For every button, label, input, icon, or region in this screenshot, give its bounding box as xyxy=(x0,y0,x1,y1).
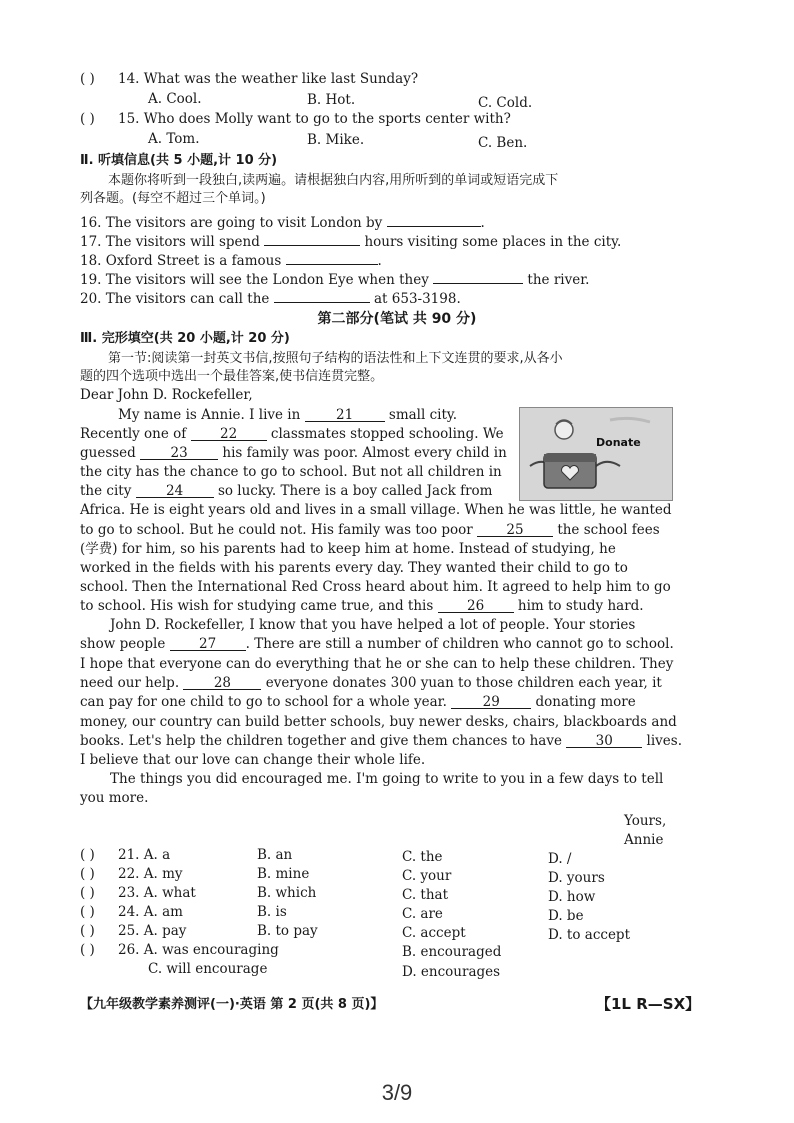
letter-line: you more. xyxy=(80,790,149,806)
question-14: ( ) 14. What was the weather like last Sunday? xyxy=(80,71,419,87)
option-b: B. which xyxy=(257,885,317,901)
option-b: B. an xyxy=(257,847,293,863)
options-22: ( ) 22. A. my xyxy=(80,866,183,882)
cloze-blank-27[interactable]: 27 xyxy=(170,635,246,651)
option-c: C. are xyxy=(402,906,443,922)
section-3-heading: Ⅲ. 完形填空(共 20 小题,计 20 分) xyxy=(80,331,290,346)
answer-blank[interactable] xyxy=(433,268,523,284)
letter-line: My name is Annie. I live in 21 small city. xyxy=(118,407,458,423)
letter-line: need our help. 28 everyone donates 300 yuan to those children each year, it xyxy=(80,675,662,691)
option-d: D. yours xyxy=(548,870,605,886)
q14-option-b: B. Hot. xyxy=(307,92,356,108)
cloze-blank-21[interactable]: 21 xyxy=(305,406,385,422)
question-15: ( ) 15. Who does Molly want to go to the sports center with? xyxy=(80,111,511,127)
option-b: B. encouraged xyxy=(402,944,502,960)
answer-blank[interactable] xyxy=(274,287,370,303)
donate-illustration xyxy=(519,407,673,501)
option-c: C. will encourage xyxy=(148,961,268,977)
option-c: C. your xyxy=(402,868,452,884)
question-18: 18. Oxford Street is a famous . xyxy=(80,249,382,270)
cloze-blank-26[interactable]: 26 xyxy=(438,597,514,613)
letter-line: can pay for one child to go to school for a whole year. 29 donating more xyxy=(80,694,636,710)
letter-signature: Annie xyxy=(624,832,664,848)
option-b: B. mine xyxy=(257,866,310,882)
letter-line: Africa. He is eight years old and lives in a small village. When he was little, he wanted xyxy=(80,502,672,518)
letter-line: to go to school. But he could not. His family was too poor 25 the school fees xyxy=(80,522,660,538)
option-c: C. the xyxy=(402,849,443,865)
cloze-blank-24[interactable]: 24 xyxy=(136,482,214,498)
letter-line: show people 27 . There are still a number of children who cannot go to school. xyxy=(80,636,674,652)
cloze-blank-28[interactable]: 28 xyxy=(183,674,261,690)
letter-salutation: Dear John D. Rockefeller, xyxy=(80,387,253,403)
page-indicator: 3/9 xyxy=(381,1080,413,1105)
letter-line: The things you did encouraged me. I'm going to write to you in a few days to tell xyxy=(110,771,664,787)
option-d: D. be xyxy=(548,908,584,924)
cloze-blank-22[interactable]: 22 xyxy=(191,425,267,441)
donate-label: Donate xyxy=(596,436,641,449)
letter-line: (学费) for him, so his parents had to keep him at home. Instead of studying, he xyxy=(80,541,616,557)
letter-line: guessed 23 his family was poor. Almost every child in xyxy=(80,445,507,461)
section-2-instruction-line2: 列各题。(每空不超过三个单词。) xyxy=(80,191,266,206)
answer-blank[interactable] xyxy=(387,211,481,227)
q15-option-a: A. Tom. xyxy=(148,131,200,147)
section-3-instruction-line2: 题的四个选项中选出一个最佳答案,使书信连贯完整。 xyxy=(80,369,384,384)
options-23: ( ) 23. A. what xyxy=(80,885,196,901)
letter-line: John D. Rockefeller, I know that you have helped a lot of people. Your stories xyxy=(110,617,636,633)
question-17: 17. The visitors will spend hours visiting some places in the city. xyxy=(80,230,621,251)
option-d: D. how xyxy=(548,889,596,905)
section-2-heading: Ⅱ. 听填信息(共 5 小题,计 10 分) xyxy=(80,153,278,168)
q14-option-c: C. Cold. xyxy=(478,95,533,111)
option-b: B. to pay xyxy=(257,923,318,939)
footer-exam-info: 【九年级教学素养测评(一)·英语 第 2 页(共 8 页)】 xyxy=(80,997,384,1012)
options-24: ( ) 24. A. am xyxy=(80,904,183,920)
option-d: D. encourages xyxy=(402,964,501,980)
option-c: C. that xyxy=(402,887,449,903)
option-d: D. / xyxy=(548,851,572,867)
question-20: 20. The visitors can call the at 653-3198. xyxy=(80,287,461,308)
section-3-instruction-line1: 第一节:阅读第一封英文书信,按照句子结构的语法性和上下文连贯的要求,从各小 xyxy=(108,351,563,366)
options-21: ( ) 21. A. a xyxy=(80,847,171,863)
cloze-blank-25[interactable]: 25 xyxy=(477,521,553,537)
options-25: ( ) 25. A. pay xyxy=(80,923,187,939)
cloze-blank-23[interactable]: 23 xyxy=(140,444,218,460)
cloze-blank-29[interactable]: 29 xyxy=(451,693,531,709)
letter-line: books. Let's help the children together and give them chances to have 30 lives. xyxy=(80,733,683,749)
options-26: ( ) 26. A. was encouraging xyxy=(80,942,279,958)
letter-line: the city 24 so lucky. There is a boy called Jack from xyxy=(80,483,493,499)
letter-line: the city has the chance to go to school. But not all children in xyxy=(80,464,502,480)
letter-closing: Yours, xyxy=(624,813,667,829)
part-2-heading: 第二部分(笔试 共 90 分) xyxy=(317,311,477,327)
letter-line: I hope that everyone can do everything that he or she can to help these children. They xyxy=(80,656,674,672)
letter-line: money, our country can build better schools, buy newer desks, chairs, blackboards and xyxy=(80,714,677,730)
letter-line: worked in the fields with his parents every day. They wanted their child to go to xyxy=(80,560,628,576)
answer-blank[interactable] xyxy=(286,249,378,265)
letter-line: to school. His wish for studying came true, and this 26 him to study hard. xyxy=(80,598,644,614)
donate-box-icon xyxy=(520,408,672,500)
option-b: B. is xyxy=(257,904,287,920)
letter-line: school. Then the International Red Cross heard about him. It agreed to help him to go xyxy=(80,579,671,595)
q15-option-c: C. Ben. xyxy=(478,135,528,151)
letter-line: Recently one of 22 classmates stopped schooling. We xyxy=(80,426,504,442)
answer-blank[interactable] xyxy=(264,230,360,246)
footer-code: 【1L R—SX】 xyxy=(596,995,701,1013)
cloze-blank-30[interactable]: 30 xyxy=(566,732,642,748)
q15-option-b: B. Mike. xyxy=(307,132,365,148)
q14-option-a: A. Cool. xyxy=(148,91,202,107)
option-c: C. accept xyxy=(402,925,466,941)
option-d: D. to accept xyxy=(548,927,630,943)
question-19: 19. The visitors will see the London Eye when they the river. xyxy=(80,268,589,289)
section-2-instruction-line1: 本题你将听到一段独白,读两遍。请根据独白内容,用所听到的单词或短语完成下 xyxy=(108,173,559,188)
letter-line: I believe that our love can change their whole life. xyxy=(80,752,426,768)
question-16: 16. The visitors are going to visit London by . xyxy=(80,211,485,232)
